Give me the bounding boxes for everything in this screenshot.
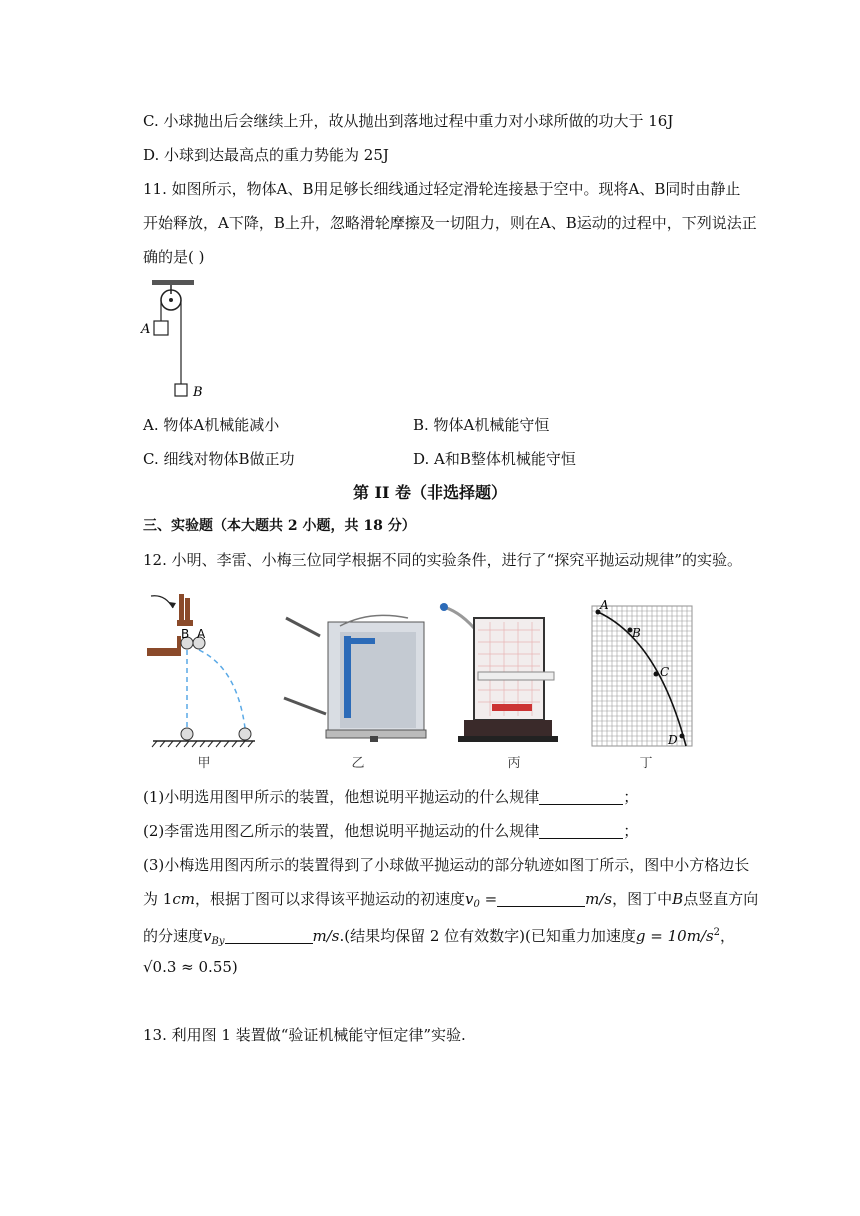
q12-p3-text7: ， [720,927,736,945]
ceiling [152,280,194,285]
caption-jia: 甲 [197,756,211,771]
point-d [680,734,685,739]
q10-option-d: D. 小球到达最高点的重力势能为 25J [143,146,389,164]
q12-p3-unit2: m/s [312,927,340,945]
q12-p3-sq: 2 [713,927,721,938]
q11-pulley-figure [138,278,218,402]
block-b [175,384,187,396]
q12-p3-vby-sub: By [211,936,225,947]
q12-part2-text: (2)李雷选用图乙所示的装置，他想说明平抛运动的什么规律 [143,822,540,840]
fig-jia [143,588,265,748]
q11-option-a: A. 物体A机械能减小 [143,416,280,434]
q12-part1-blank[interactable] [539,788,623,805]
q12-p3-text4: 点竖直方向 [683,890,759,908]
q12-p3-text5: 的分速度 [143,927,204,945]
q11-option-d: D. A和B整体机械能守恒 [413,450,576,468]
fig-ding [588,600,698,750]
q12-part2 [143,820,638,842]
q10-option-c: C. 小球抛出后会继续上升，故从抛出到落地过程中重力对小球所做的功大于 16J [143,112,674,130]
q12-p3-gunit: m/s [686,927,714,945]
caption-ding: 丁 [639,756,653,771]
q13-stem: 13. 利用图 1 装置做“验证机械能守恒定律”实验. [143,1026,466,1044]
caption-bing: 丙 [507,756,521,771]
point-c [654,672,659,677]
q12-part3-line3 [143,922,735,953]
q12-part1 [143,786,638,808]
q12-stem: 12. 小明、李雷、小梅三位同学根据不同的实验条件，进行了“探究平抛运动规律”的实验。 [143,551,742,569]
q12-p3-cm: cm [172,890,195,908]
section-heading: 三、实验题（本大题共 2 小题，共 18 分） [143,518,416,534]
caption-yi: 乙 [351,756,365,771]
q11-stem-line3: 确的是( ) [143,248,205,266]
label-b-jia: B [181,627,190,641]
q12-part2-blank[interactable] [539,822,623,839]
q11-stem-line1: 11. 如图所示，物体A、B用足够长细线通过轻定滑轮连接悬于空中。现将A、B同时由静止 [143,180,741,198]
q12-part3-line4: √0.3 ≈ 0.55) [143,958,238,976]
q12-p3-text2: ，根据丁图可以求得该平抛运动的初速度 [194,890,465,908]
q12-p3-text6: .(结果均保留 2 位有效数字)(已知重力加速度 [339,927,636,945]
label-d-ding: D [668,733,678,747]
q12-part1-text: (1)小明选用图甲所示的装置，他想说明平抛运动的什么规律 [143,788,540,806]
q12-p3-text3: ，图丁中 [612,890,673,908]
label-a-jia: A [197,627,206,641]
q12-p3-v0-sub: 0 [473,899,480,910]
q12-vby-blank[interactable] [225,927,313,944]
fig-yi [280,606,440,748]
q12-p3-unit1: m/s [585,890,613,908]
q12-p3-b: B [672,890,684,908]
q11-option-c: C. 细线对物体B做正功 [143,450,295,468]
label-c-ding: C [660,665,670,679]
section-title: 第 II 卷（非选择题） [352,483,508,502]
q12-part3-line1: (3)小梅选用图丙所示的装置得到了小球做平抛运动的部分轨迹如图丁所示，图中小方格边长 [143,856,750,874]
q12-p3-vby: v [203,927,212,945]
q12-p3-eq: = [479,890,498,908]
label-b: B [193,385,203,400]
q12-p3-v0: v [464,890,474,908]
q12-part1-end: ； [623,788,639,806]
q12-v0-blank[interactable] [497,890,585,907]
q12-p3-text1: 为 1 [143,890,173,908]
block-a [154,321,168,335]
q11-stem-line2: 开始释放，A下降，B上升，忽略滑轮摩擦及一切阻力，则在A、B运动的过程中，下列说法正 [143,214,757,232]
label-a-ding: A [600,600,609,612]
fig-bing [434,600,559,748]
q12-p3-g: g = 10 [635,927,687,945]
q11-option-b: B. 物体A机械能守恒 [413,416,550,434]
strike-arrow-icon [151,596,173,608]
label-b-ding: B [632,626,641,640]
q12-part3-line2 [143,888,758,916]
q12-part2-end: ； [623,822,639,840]
label-a: A [141,322,151,337]
